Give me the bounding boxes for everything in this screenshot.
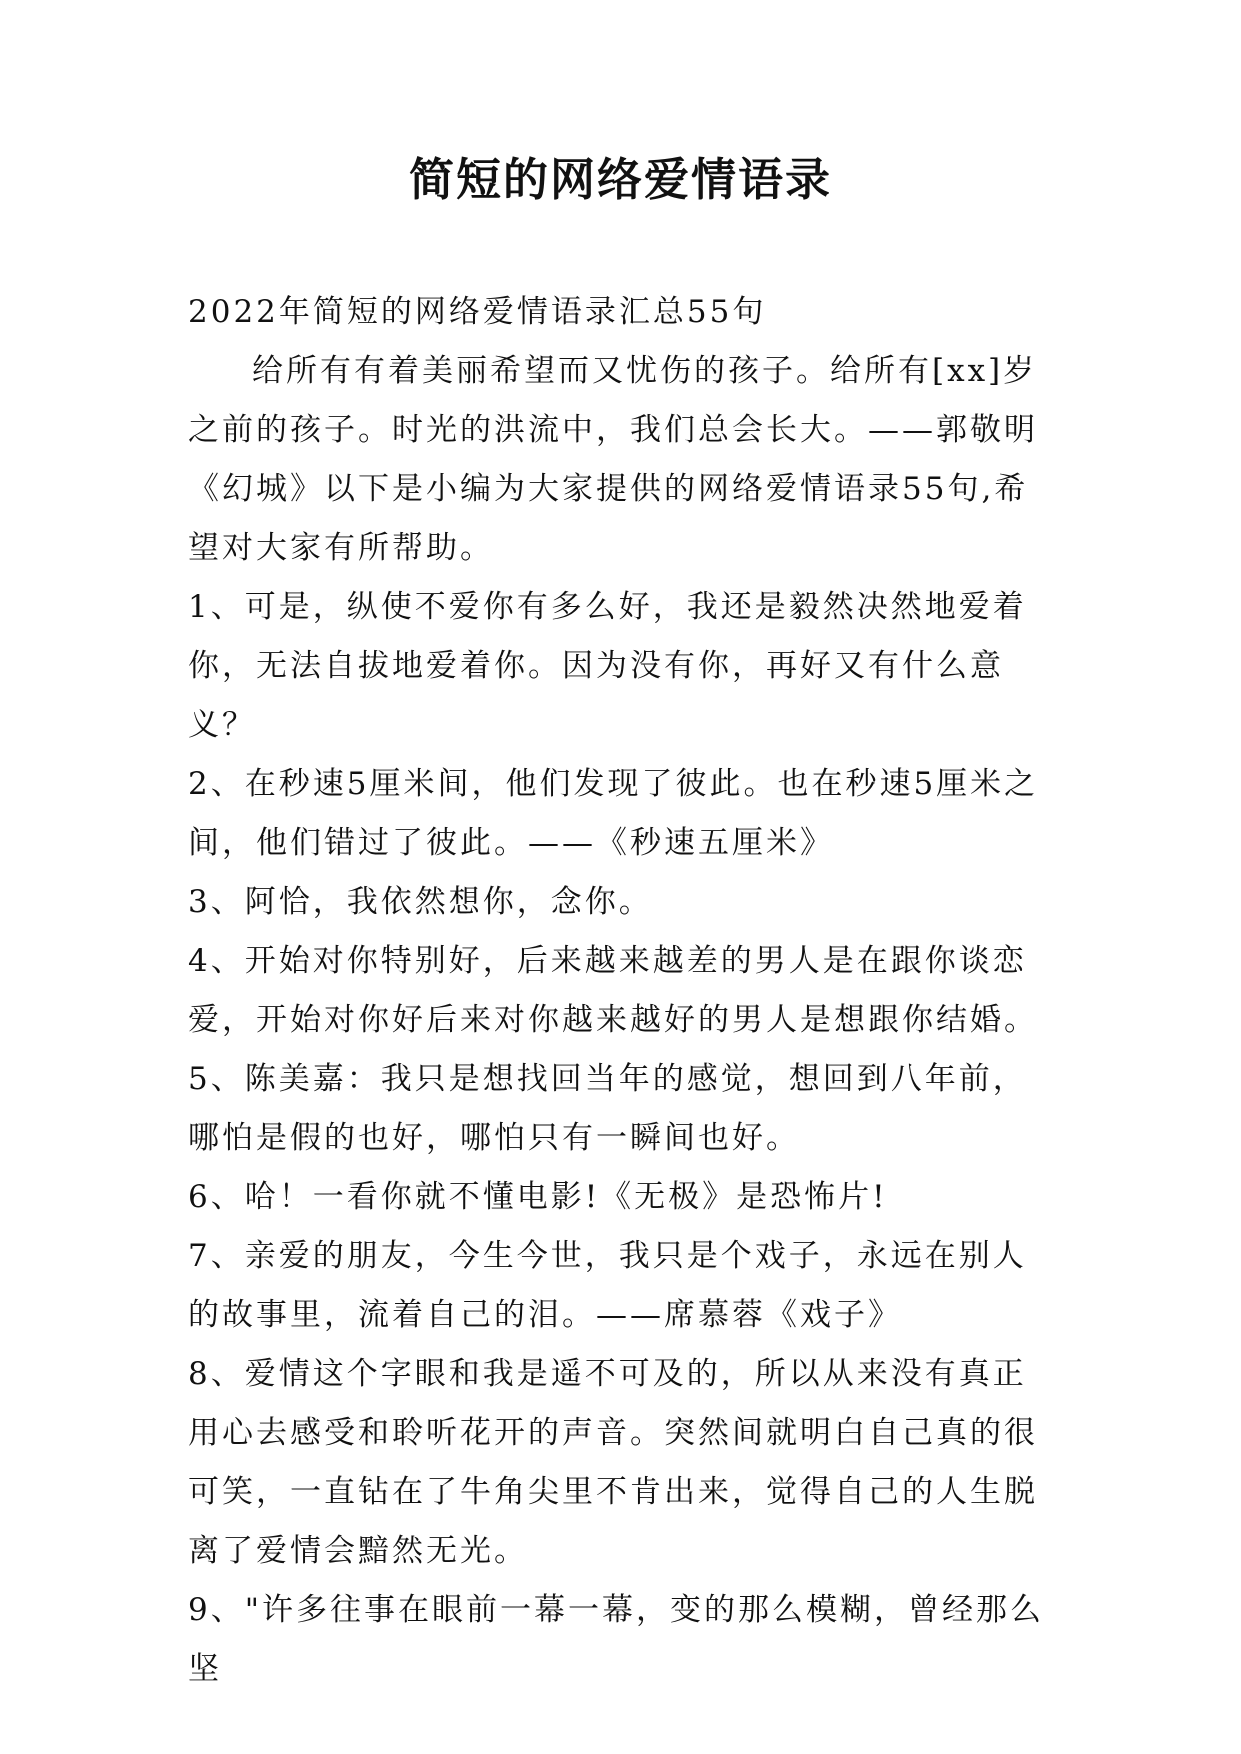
quote-item-7: 7、亲爱的朋友，今生今世，我只是个戏子，永远在别人的故事里，流着自己的泪。——席慕蓉《戏子》 (188, 1238, 1027, 1333)
document-body (188, 283, 1058, 1699)
subtitle-line: 2022年简短的网络爱情语录汇总55句 (188, 294, 767, 330)
quote-item-4: 4、开始对你特别好，后来越来越差的男人是在跟你谈恋爱，开始对你好后来对你越来越好的男人是想跟你结婚。 (188, 943, 1038, 1038)
document-title: 简短的网络爱情语录 (408, 153, 832, 206)
quote-item-1: 1、可是，纵使不爱你有多么好，我还是毅然决然地爱着你，无法自拔地爱着你。因为没有你，再好又有什么意义？ (188, 589, 1027, 743)
quote-item-5: 5、陈美嘉：我只是想找回当年的感觉，想回到八年前，哪怕是假的也好，哪怕只有一瞬间也好。 (188, 1061, 1027, 1156)
quote-item-3: 3、阿恰，我依然想你，念你。 (188, 884, 653, 920)
quote-item-8: 8、爱情这个字眼和我是遥不可及的，所以从来没有真正用心去感受和聆听花开的声音。突然间就明白自己真的很可笑，一直钻在了牛角尖里不肯出来，觉得自己的人生脱离了爱情会黯然无光。 (188, 1356, 1038, 1569)
quote-item-2: 2、在秒速5厘米间，他们发现了彼此。也在秒速5厘米之间，他们错过了彼此。——《秒速五厘米》 (188, 766, 1039, 861)
quote-item-9: 9、"许多往事在眼前一幕一幕，变的那么模糊，曾经那么坚 (188, 1592, 1044, 1687)
quote-item-6: 6、哈！一看你就不懂电影!《无极》是恐怖片! (188, 1179, 888, 1215)
intro-paragraph: 给所有有着美丽希望而又忧伤的孩子。给所有[xx]岁之前的孩子。时光的洪流中，我们总会长大。——郭敬明《幻城》以下是小编为大家提供的网络爱情语录55句,希望对大家有所帮助。 (188, 353, 1038, 566)
